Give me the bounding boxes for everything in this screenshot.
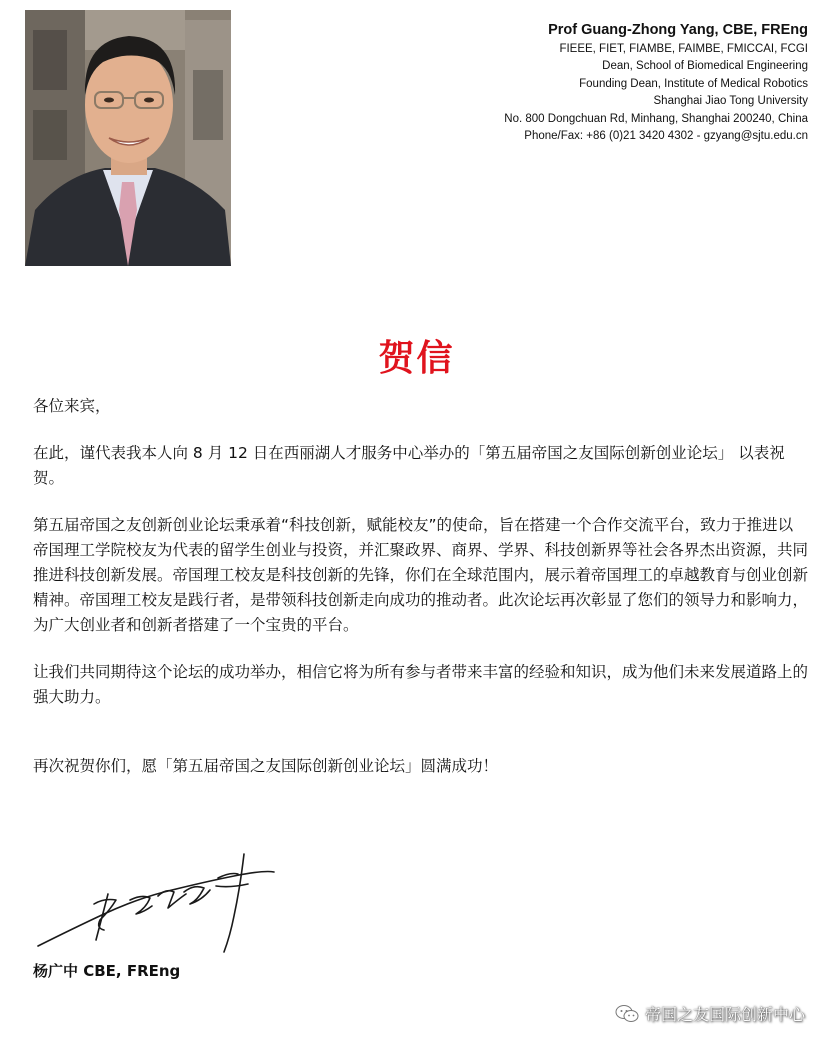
portrait-photo: [25, 10, 231, 266]
letterhead-line: FIEEE, FIET, FIAMBE, FAIMBE, FMICCAI, FCGI: [559, 43, 808, 55]
watermark: [615, 1002, 805, 1025]
handwritten-signature: [34, 848, 284, 958]
letterhead-line: Shanghai Jiao Tong University: [653, 95, 808, 108]
watermark-text: 帝国之友国际创新中心: [644, 1005, 805, 1024]
letterhead-line: Founding Dean, Institute of Medical Robotics: [579, 77, 808, 90]
letter-paragraph: 第五届帝国之友创新创业论坛秉承着“科技创新，赋能校友”的使命，旨在搭建一个合作交流平台，致力于推进以帝国理工学院校友为代表的留学生创业与投资，并汇聚政界、商界、学界、科技创新界等社会各界杰出资源，共同推进科技创新发展。帝国理工校友是科技创新的先锋，你们在全球范围内，展示着帝国理工的卓越教育与创业创新精神。帝国理工校友是践行者，是带领科技创新走向成功的推动者。此次论坛再次彰显了您们的领导力和影响力，为广大创业者和创新者搭建了一个宝贵的平台。: [33, 516, 809, 634]
letterhead: [288, 20, 808, 145]
letterhead-line: Phone/Fax: +86 (0)21 3420 4302 - gzyang@sjtu.edu.cn: [524, 130, 808, 143]
letter-paragraph: 让我们共同期待这个论坛的成功举办，相信它将为所有参与者带来丰富的经验和知识，成为他们未来发展道路上的强大助力。: [33, 663, 809, 706]
wechat-icon: [615, 1004, 639, 1024]
letter-greeting: 各位来宾，: [33, 397, 111, 415]
letter-paragraph: 在此，谨代表我本人向 8 月 12 日在西丽湖人才服务中心举办的「第五届帝国之友国际创新创业论坛」 以表祝贺。: [33, 444, 785, 487]
letter-body: [33, 394, 808, 779]
letterhead-line: No. 800 Dongchuan Rd, Minhang, Shanghai 200240, China: [504, 112, 808, 125]
signer-name: 杨广中 CBE, FREng: [33, 962, 181, 980]
letterhead-name: Prof Guang-Zhong Yang, CBE, FREng: [548, 22, 808, 38]
letter-paragraph: 再次祝贺你们，愿「第五届帝国之友国际创新创业论坛」圆满成功！: [33, 757, 499, 775]
letterhead-line: Dean, School of Biomedical Engineering: [602, 60, 808, 73]
letter-title: 贺信: [378, 338, 455, 379]
